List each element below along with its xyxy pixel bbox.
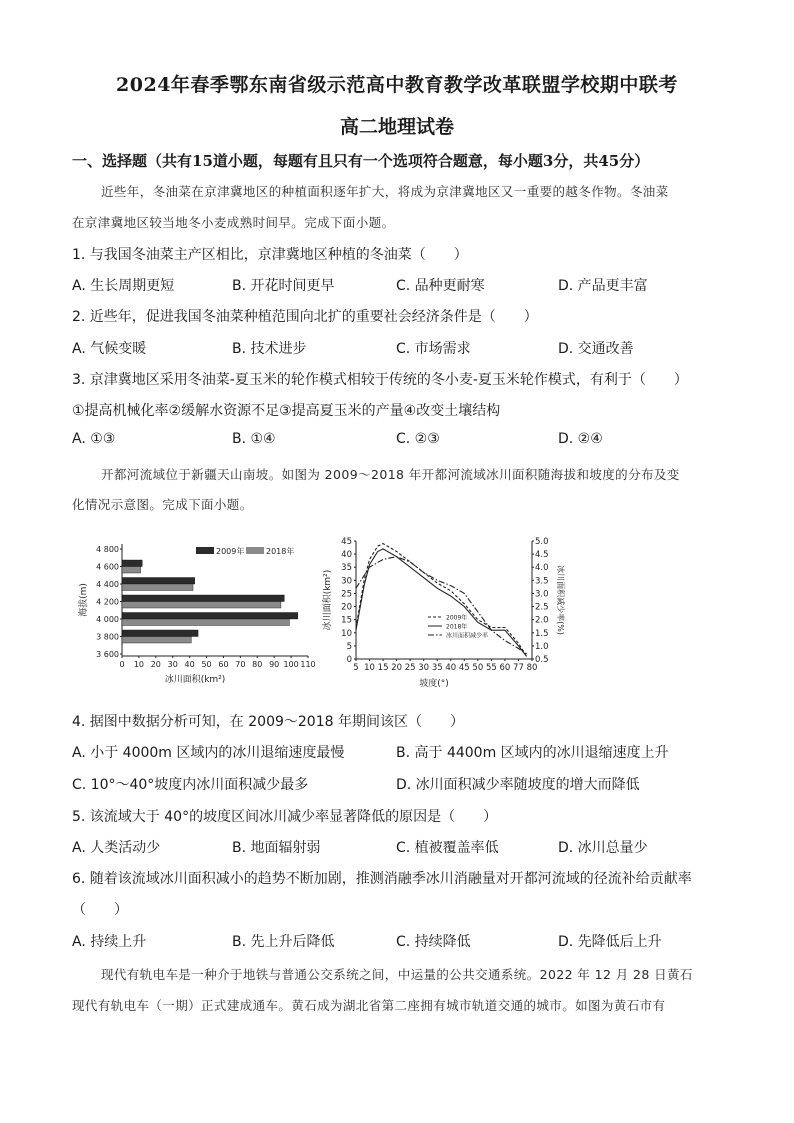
question-2-stem: 2. 近些年，促进我国冬油菜种植范围向北扩的重要社会经济条件是（ ） — [72, 309, 538, 325]
section-heading: 一、选择题（共有15道小题，每题有且只有一个选项符合题意，每小题3分，共45分） — [72, 152, 650, 170]
line-y-tick-label: 0 — [346, 655, 352, 665]
bar-y-axis-title: 海拔(m) — [79, 583, 89, 617]
q2-option-d[interactable]: D. 交通改善 — [558, 341, 634, 357]
line-legend-label: 2018年 — [446, 623, 468, 631]
line-legend-label: 冰川面积减少率 — [446, 632, 489, 640]
line-y-tick-label: 5 — [346, 641, 352, 652]
bar-2018-4600 — [122, 567, 141, 574]
bar-2009-4400 — [122, 578, 195, 585]
q5-option-b[interactable]: B. 地面辐射弱 — [232, 840, 321, 856]
line-y2-tick-label: 4.0 — [535, 563, 549, 574]
line-y-tick-label: 40 — [341, 550, 352, 561]
q3-option-d[interactable]: D. ②④ — [558, 431, 603, 447]
bar-x-tick-label: 30 — [167, 660, 178, 669]
bar-x-tick-label: 70 — [235, 660, 246, 669]
bar-x-tick-label: 20 — [150, 660, 161, 669]
line-y-tick-label: 35 — [341, 563, 352, 574]
line-y2-tick-label: 0.5 — [535, 655, 549, 665]
line-x-tick-label: 30 — [418, 663, 430, 673]
q1-option-c[interactable]: C. 品种更耐寒 — [396, 278, 485, 294]
question-6-stem: 6. 随着该流域冰川面积减小的趋势不断加剧，推测消融季冰川消融量对开都河流域的径流补给贡献率 — [72, 871, 692, 887]
line-y2-axis-title: 冰川面积减少率(%) — [556, 565, 565, 635]
q3-option-b[interactable]: B. ①④ — [232, 431, 276, 447]
line-series-1 — [356, 549, 527, 657]
bar-y-tick-label: 4 200 — [96, 597, 119, 607]
bar-x-tick-label: 90 — [269, 660, 280, 669]
bar-y-tick-label: 3 800 — [96, 632, 119, 642]
line-x-axis-title: 坡度(°) — [419, 679, 449, 689]
line-y2-tick-label: 2.0 — [535, 615, 549, 626]
bar-x-tick-label: 50 — [201, 660, 212, 669]
q4-option-a[interactable]: A. 小于 4000m 区域内的冰川退缩速度最慢 — [72, 745, 345, 761]
bar-y-tick-label: 4 400 — [96, 580, 119, 589]
line-x-tick-label: 5 — [353, 663, 359, 673]
q6-option-a[interactable]: A. 持续上升 — [72, 934, 147, 950]
bar-2018-3800 — [122, 637, 191, 644]
q2-option-a[interactable]: A. 气候变暖 — [72, 341, 147, 357]
passage2-line2: 化情况示意图。完成下面小题。 — [72, 497, 253, 512]
bar-legend-swatch — [246, 547, 264, 554]
q1-option-d[interactable]: D. 产品更丰富 — [558, 278, 648, 294]
line-x-tick-label: 15 — [377, 663, 389, 673]
bar-x-tick-label: 40 — [184, 660, 195, 669]
bar-x-tick-label: 80 — [252, 660, 263, 669]
line-x-tick-label: 10 — [364, 663, 375, 673]
glacier-slope-line-chart — [320, 535, 565, 695]
bar-y-tick-label: 4 000 — [96, 615, 119, 624]
line-y-tick-label: 25 — [341, 589, 352, 600]
line-x-tick-label: 25 — [404, 663, 416, 673]
q4-option-c[interactable]: C. 10°～40°坡度内冰川面积减少最多 — [72, 777, 309, 793]
paper-title: 2024年春季鄂东南省级示范高中教育教学改革联盟学校期中联考 — [116, 74, 678, 96]
bar-x-tick-label: 60 — [218, 660, 229, 669]
q4-option-b[interactable]: B. 高于 4400m 区域内的冰川退缩速度上升 — [396, 745, 669, 761]
q3-option-c[interactable]: C. ②③ — [396, 431, 440, 447]
line-legend-label: 2009年 — [446, 614, 468, 622]
line-x-tick-label: 77 — [513, 663, 524, 673]
q5-option-d[interactable]: D. 冰川总量少 — [558, 840, 648, 856]
glacier-elevation-bar-chart — [78, 538, 320, 688]
question-3-sub-items: ①提高机械化率②缓解水资源不足③提高夏玉米的产量④改变土壤结构 — [72, 403, 501, 419]
bar-2009-4600 — [122, 560, 142, 567]
question-4-stem: 4. 据图中数据分析可知，在 2009～2018 年期间该区（ ） — [72, 714, 464, 730]
bar-x-tick-label: 100 — [283, 660, 299, 669]
line-y2-tick-label: 2.5 — [535, 602, 549, 613]
passage1-line1: 近些年，冬油菜在京津冀地区的种植面积逐年扩大，将成为京津冀地区又一重要的越冬作物。冬油菜 — [101, 184, 669, 199]
bar-x-tick-label: 0 — [119, 660, 125, 669]
bar-2009-4200 — [122, 595, 284, 602]
line-y-tick-label: 20 — [341, 602, 352, 613]
line-x-tick-label: 50 — [472, 663, 484, 673]
bar-2018-4200 — [122, 602, 281, 609]
passage3-line1: 现代有轨电车是一种介于地铁与普通公交系统之间，中运量的公共交通系统。2022 年 12 月 28 日黄石 — [101, 967, 693, 982]
line-series-2 — [356, 557, 527, 654]
bar-x-tick-label: 110 — [300, 660, 316, 669]
bar-2018-4000 — [122, 619, 289, 626]
bar-2018-4400 — [122, 584, 193, 591]
line-y-tick-label: 10 — [341, 628, 352, 639]
line-y2-tick-label: 3.0 — [535, 589, 549, 600]
line-x-tick-label: 20 — [391, 663, 403, 673]
passage1-line2: 在京津冀地区较当地冬小麦成熟时间早。完成下面小题。 — [72, 215, 395, 230]
line-x-tick-label: 45 — [458, 663, 470, 673]
line-x-tick-label: 40 — [445, 663, 457, 673]
line-y-tick-label: 30 — [341, 576, 352, 587]
question-3-stem: 3. 京津冀地区采用冬油菜-夏玉米的轮作模式相较于传统的冬小麦-夏玉米轮作模式，有利于（ ） — [72, 372, 688, 388]
question-6-paren: （ ） — [72, 902, 128, 918]
line-x-tick-label: 60 — [499, 663, 511, 673]
line-y2-tick-label: 1.5 — [535, 628, 549, 639]
q6-option-c[interactable]: C. 持续降低 — [396, 934, 471, 950]
bar-y-tick-label: 4 600 — [96, 562, 119, 572]
paper-subtitle: 高二地理试卷 — [339, 116, 454, 138]
question-5-stem: 5. 该流域大于 40°的坡度区间冰川减少率显著降低的原因是（ ） — [72, 809, 498, 825]
bar-x-tick-label: 10 — [133, 660, 145, 669]
q5-option-c[interactable]: C. 植被覆盖率低 — [396, 840, 499, 856]
bar-legend-label: 2018年 — [266, 547, 295, 556]
line-y-tick-label: 45 — [341, 537, 352, 547]
bar-2009-3800 — [122, 630, 198, 637]
bar-2009-4000 — [122, 613, 298, 620]
line-y2-tick-label: 3.5 — [535, 576, 549, 587]
q1-option-b[interactable]: B. 开花时间更早 — [232, 278, 335, 294]
passage3-line2: 现代有轨电车（一期）正式建成通车。黄石成为湖北省第二座拥有城市轨道交通的城市。如图为黄石市有 — [72, 998, 666, 1013]
q1-option-a[interactable]: A. 生长周期更短 — [72, 278, 175, 294]
q2-option-b[interactable]: B. 技术进步 — [232, 341, 307, 357]
q2-option-c[interactable]: C. 市场需求 — [396, 341, 471, 357]
bar-y-tick-label: 4 800 — [96, 545, 119, 554]
q5-option-a[interactable]: A. 人类活动少 — [72, 840, 161, 856]
bar-legend-swatch — [196, 547, 214, 554]
q6-option-d[interactable]: D. 先降低后上升 — [558, 934, 662, 950]
line-y-axis-title: 冰川面积(km²) — [323, 569, 333, 631]
line-x-tick-label: 55 — [485, 663, 497, 673]
line-x-tick-label: 80 — [526, 663, 538, 673]
bar-legend-label: 2009年 — [216, 547, 245, 556]
line-x-tick-label: 35 — [431, 663, 443, 673]
line-y2-tick-label: 4.5 — [535, 550, 549, 561]
line-y2-tick-label: 5.0 — [535, 537, 549, 547]
bar-y-tick-label: 3 600 — [96, 650, 119, 659]
question-1-stem: 1. 与我国冬油菜主产区相比，京津冀地区种植的冬油菜（ ） — [72, 247, 468, 263]
line-y-tick-label: 15 — [341, 615, 352, 626]
line-y2-tick-label: 1.0 — [535, 641, 549, 652]
q6-option-b[interactable]: B. 先上升后降低 — [232, 934, 335, 950]
q3-option-a[interactable]: A. ①③ — [72, 431, 116, 447]
q4-option-d[interactable]: D. 冰川面积减少率随坡度的增大而降低 — [396, 777, 640, 793]
bar-x-axis-title: 冰川面积(km²) — [164, 675, 226, 685]
passage2-line1: 开都河流域位于新疆天山南坡。如图为 2009～2018 年开都河流域冰川面积随海拔和坡度的分布及变 — [101, 467, 680, 482]
